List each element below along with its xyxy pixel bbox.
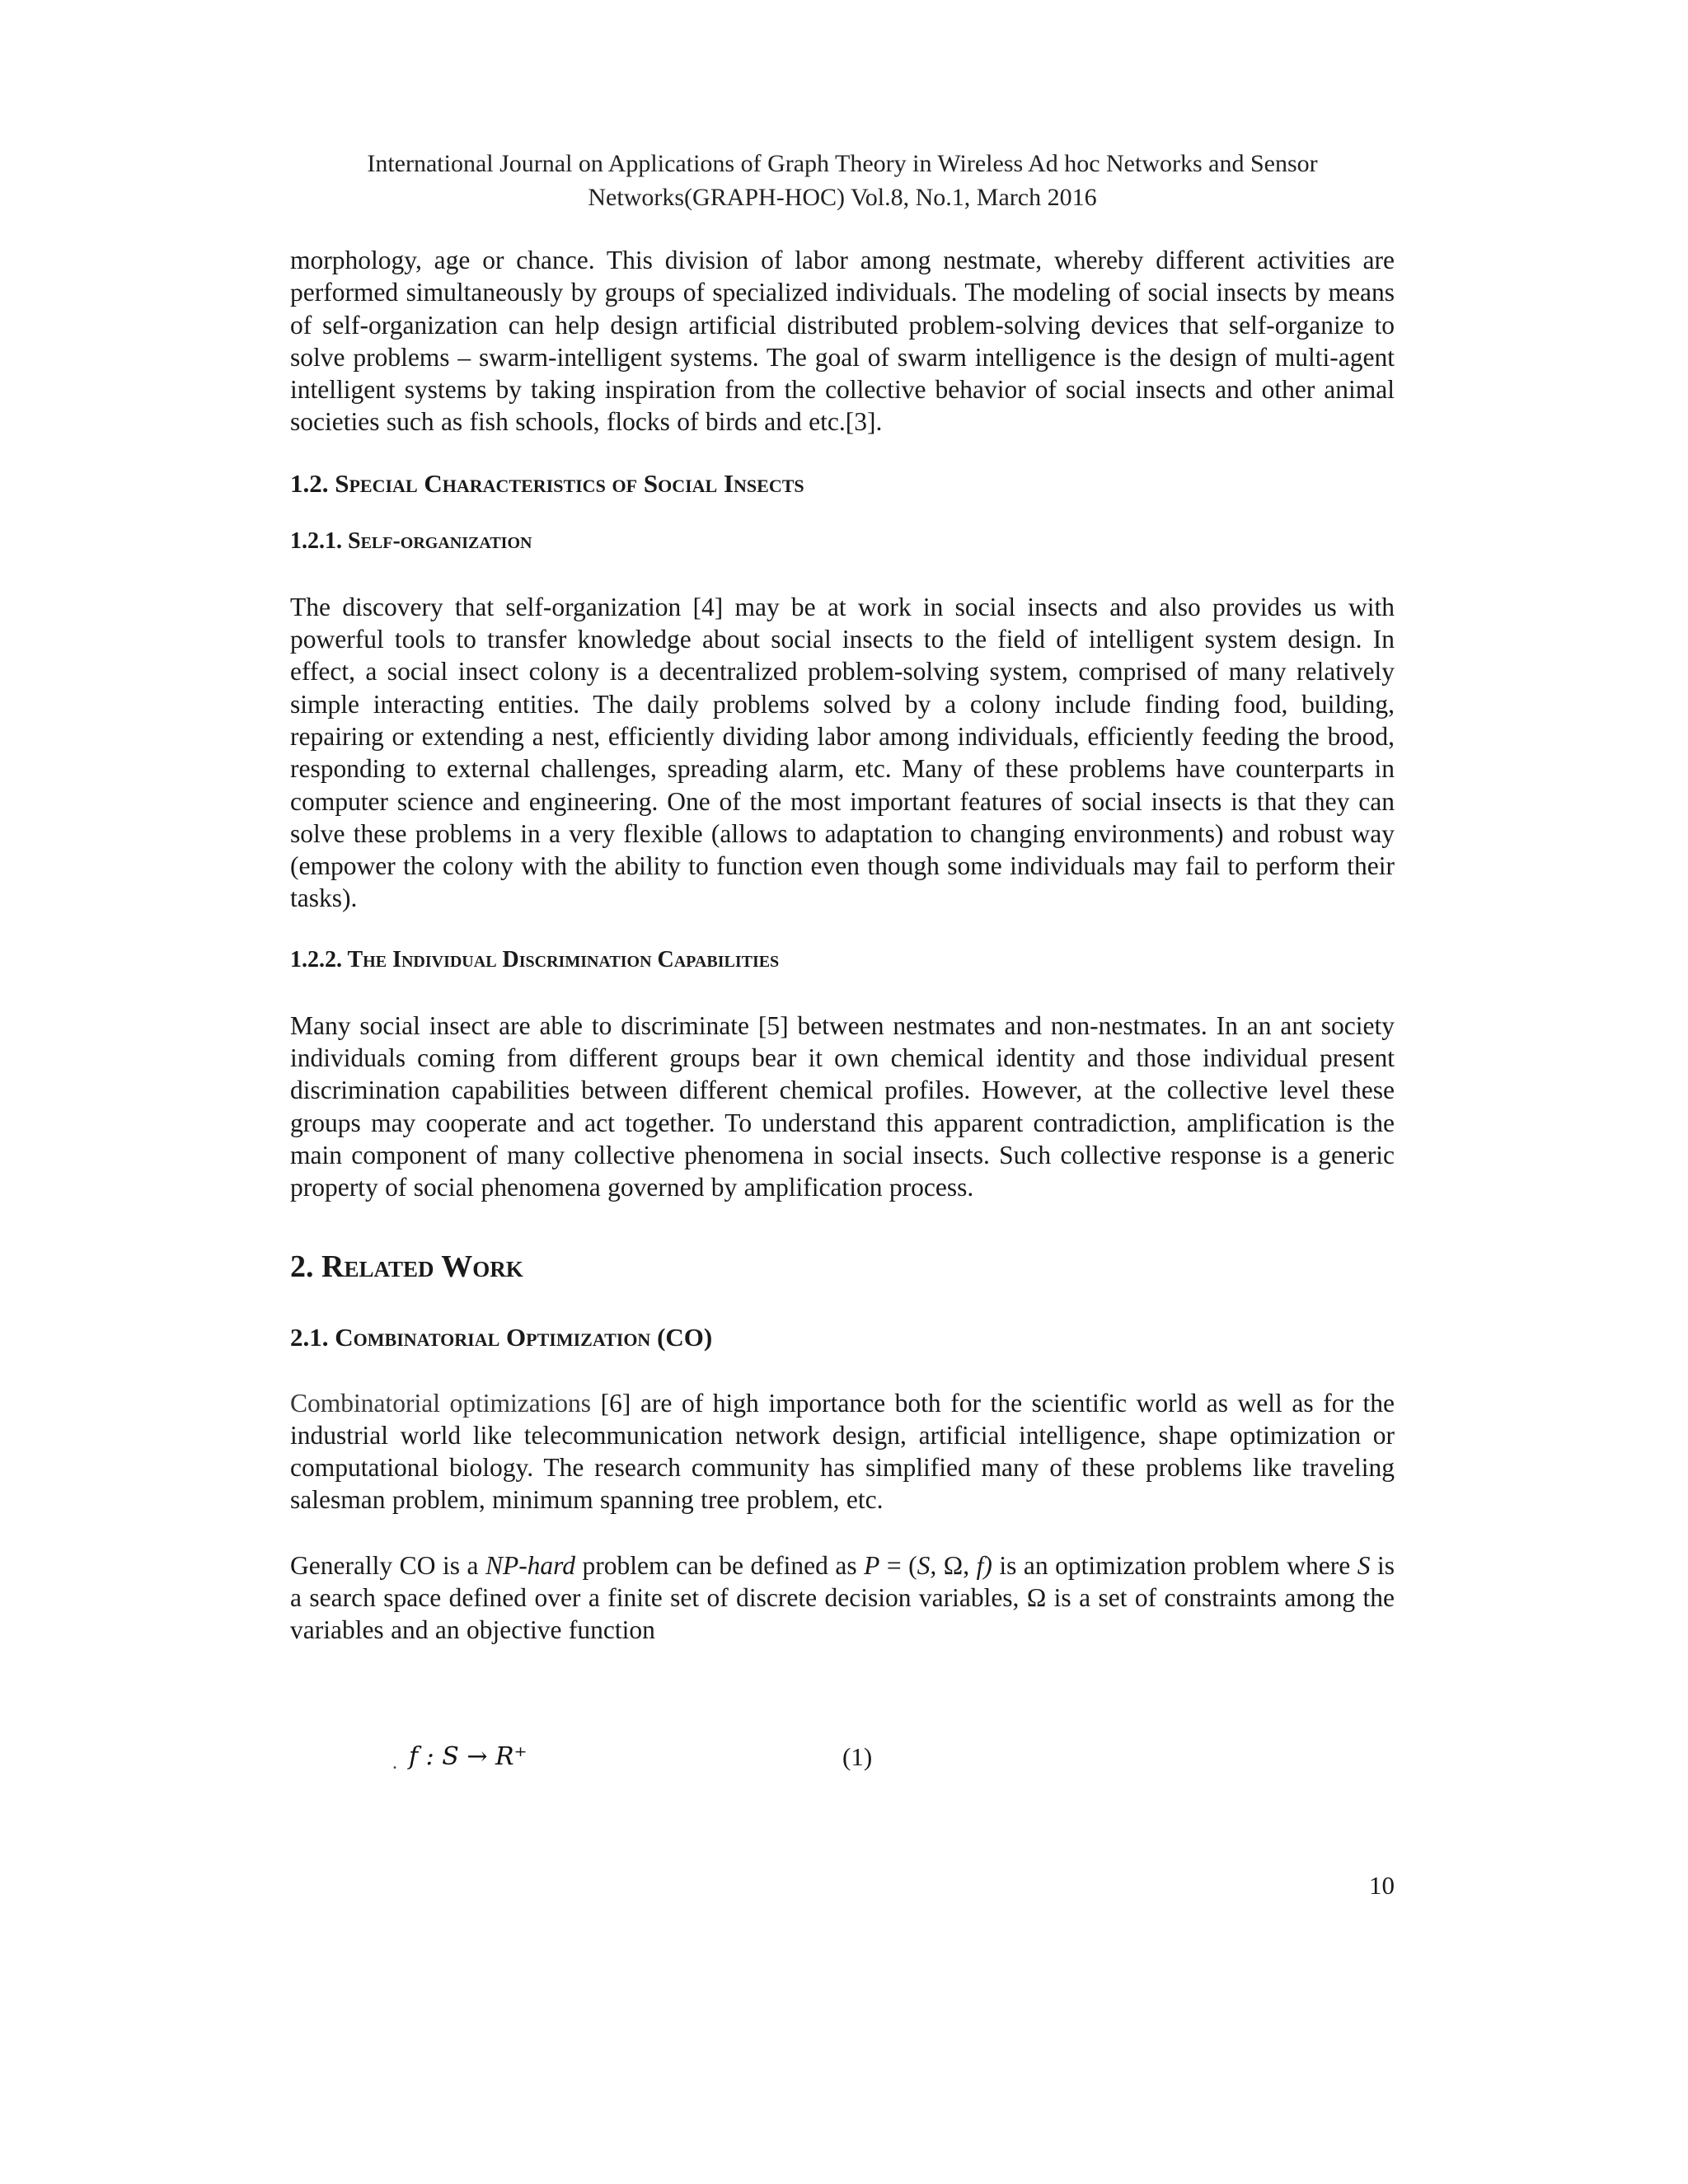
s-symbol-tuple: S,	[917, 1550, 944, 1580]
co-def-text-1: Generally CO is a	[290, 1550, 485, 1580]
intro-paragraph: morphology, age or chance. This division of labor among nestmate, whereby different activities are performed simultaneously by groups of specialized individuals. The modeling of social insects by means of self-organization can help design artificial distributed problem-solving devices that self-organize to solve problems – swarm-intelligent systems. The goal of swarm intelligence is the design of multi-agent intelligent systems by taking inspiration from the collective behavior of social insects and other animal societies such as fish schools, flocks of birds and etc.[3].	[290, 246, 1395, 437]
page-number: 10	[1369, 1871, 1395, 1900]
np-hard-term: NP-hard	[485, 1550, 576, 1580]
page-body	[290, 244, 1395, 1647]
co-def-text-5: is a search space defined over a finite set of discrete decision variables, Ω is a set of constraints among the variables and an objective function	[290, 1550, 1395, 1645]
co-def-text-3: = (	[879, 1550, 917, 1580]
equation-formula: f : S → R⁺	[409, 1742, 528, 1771]
omega-symbol: Ω	[943, 1550, 964, 1580]
combinatorial-paragraph	[290, 1387, 1395, 1516]
equation-dot: .	[392, 1752, 397, 1774]
f-symbol-tuple: f)	[976, 1550, 992, 1580]
s-symbol: S	[1357, 1550, 1371, 1580]
header-line-2: Networks(GRAPH-HOC) Vol.8, No.1, March 2016	[588, 184, 1097, 211]
discrimination-paragraph: Many social insect are able to discriminate [5] between nestmates and non-nestmates. In an ant society individuals coming from different groups bear it own chemical identity and those individual present discrimination capabilities between different chemical profiles. However, at the collective level these groups may cooperate and act together. To understand this apparent contradiction, amplification is the main component of many collective phenomena in social insects. Such collective response is a generic property of social phenomena governed by amplification process.	[290, 1010, 1395, 1202]
co-def-text-4: is an optimization problem where	[992, 1550, 1357, 1580]
co-definition-paragraph	[290, 1549, 1395, 1647]
running-header	[290, 147, 1395, 214]
co-def-comma: ,	[963, 1550, 977, 1580]
section-heading-1-2-2: 1.2.2. The Individual Discrimination Capabilities	[290, 946, 780, 972]
section-heading-1-2: 1.2. Special Characteristics of Social Insects	[290, 468, 804, 498]
header-line-1: International Journal on Applications of Graph Theory in Wireless Ad hoc Networks and Sensor	[367, 150, 1318, 177]
combinatorial-rest: [6] are of high importance both for the scientific world as well as for the industrial world like telecommunication network design, artificial intelligence, shape optimization or computational biology. The research community has simplified many of these problems like traveling salesman problem, minimum spanning tree problem, etc.	[290, 1388, 1395, 1515]
section-heading-1-2-1: 1.2.1. Self-organization	[290, 527, 532, 554]
self-organization-paragraph: The discovery that self-organization [4] may be at work in social insects and also provides us with powerful tools to transfer knowledge about social insects to the field of intelligent system design. In effect, a social insect colony is a decentralized problem-solving system, comprised of many relatively simple interacting entities. The daily problems solved by a colony include finding food, building, repairing or extending a nest, efficiently dividing labor among individuals, efficiently feeding the brood, responding to external challenges, spreading alarm, etc. Many of these problems have counterparts in computer science and engineering. One of the most important features of social insects is that they can solve these problems in a very flexible (allows to adaptation to changing environments) and robust way (empower the colony with the ability to function even though some individuals may fail to perform their tasks).	[290, 592, 1395, 913]
p-symbol: P	[864, 1550, 880, 1580]
combinatorial-lead: Combinatorial optimizations	[290, 1388, 592, 1418]
equation-number: (1)	[842, 1742, 873, 1771]
section-heading-2-1: 2.1. Combinatorial Optimization (CO)	[290, 1322, 713, 1352]
section-heading-2: 2. Related Work	[290, 1249, 523, 1284]
co-def-text-2: problem can be defined as	[575, 1550, 865, 1580]
equation-1	[392, 1742, 1217, 1783]
